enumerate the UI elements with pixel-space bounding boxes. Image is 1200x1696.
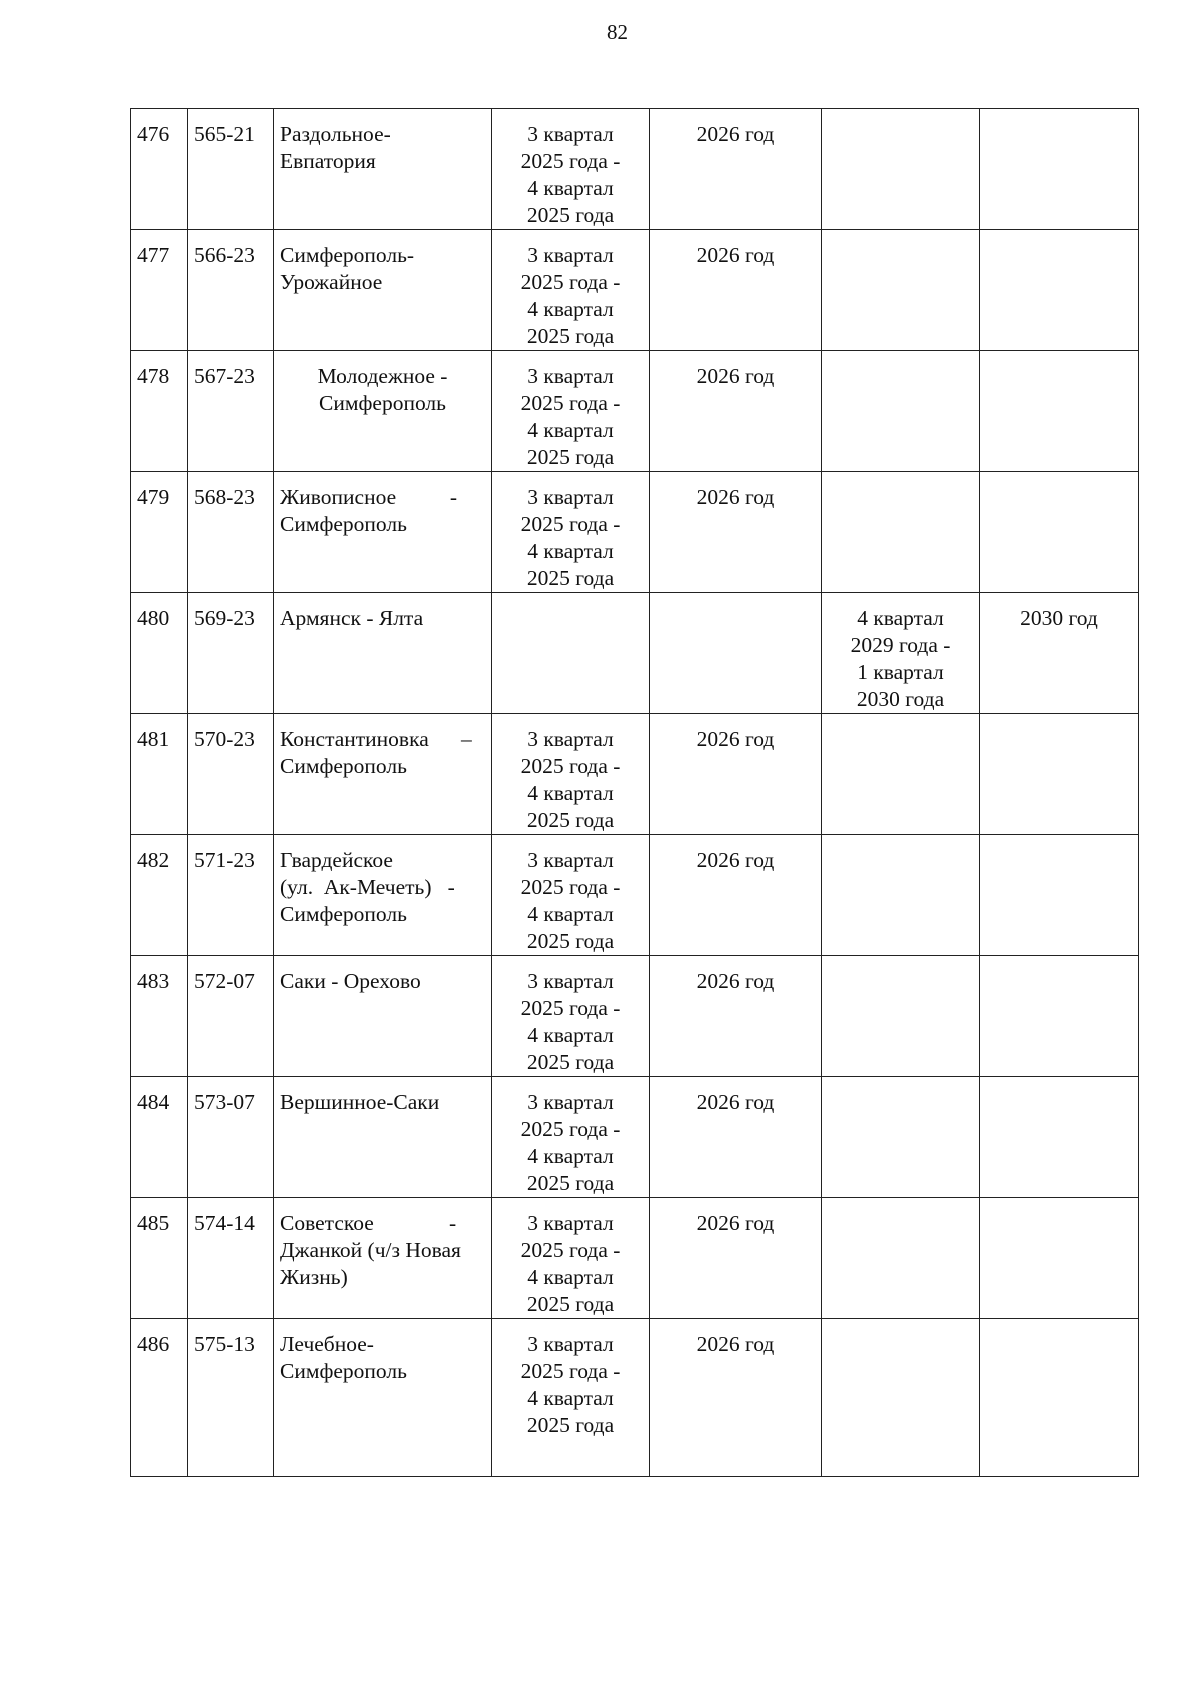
cell-text: 477 — [137, 243, 170, 267]
table-row — [131, 1198, 1139, 1319]
cell-line: 3 квартал — [527, 364, 614, 388]
row-number — [131, 1319, 188, 1477]
cell-line: 2025 года — [526, 1050, 615, 1074]
cell-line: 4 квартал — [857, 606, 944, 630]
cell-line: Лечебное- — [280, 1332, 374, 1356]
cell-text: 2026 год — [696, 1332, 775, 1356]
row-number — [131, 593, 188, 714]
period-start-2 — [822, 472, 980, 593]
route-name — [274, 593, 492, 714]
cell-text: 2026 год — [696, 122, 775, 146]
year-end — [650, 956, 822, 1077]
row-number — [131, 351, 188, 472]
year-end-2 — [980, 593, 1139, 714]
cell-text: 484 — [137, 1090, 170, 1114]
year-end-2 — [980, 835, 1139, 956]
year-end-2 — [980, 472, 1139, 593]
cell-line: Гвардейское — [280, 848, 393, 872]
cell-text: 2030 год — [1020, 606, 1098, 630]
cell-line: 2029 года - — [850, 633, 951, 657]
cell-line: Саки - Орехово — [280, 969, 421, 993]
cell-text: 2026 год — [696, 1211, 775, 1235]
route-name — [274, 1198, 492, 1319]
cell-line: Симферополь- — [280, 243, 415, 267]
cell-line: 2025 года - — [520, 875, 621, 899]
year-end-2 — [980, 351, 1139, 472]
table-row — [131, 1077, 1139, 1198]
cell-line: 2025 года — [526, 1413, 615, 1437]
cell-text: 480 — [137, 606, 170, 630]
year-end-2 — [980, 109, 1139, 230]
year-end-2 — [980, 714, 1139, 835]
cell-line: Урожайное — [280, 270, 383, 294]
year-end-2 — [980, 1077, 1139, 1198]
cell-text: 572-07 — [194, 969, 255, 993]
cell-text: 2026 год — [696, 485, 775, 509]
row-number — [131, 714, 188, 835]
cell-line: 4 квартал — [527, 418, 614, 442]
cell-text: 569-23 — [194, 606, 255, 630]
table-row — [131, 956, 1139, 1077]
cell-text: 566-23 — [194, 243, 255, 267]
route-code — [188, 472, 274, 593]
cell-text: 574-14 — [194, 1211, 255, 1235]
row-number — [131, 472, 188, 593]
cell-text: 570-23 — [194, 727, 255, 751]
period-start — [492, 1198, 650, 1319]
cell-line: 4 квартал — [527, 781, 614, 805]
period-start-2 — [822, 835, 980, 956]
cell-line: 2025 года - — [520, 996, 621, 1020]
year-end — [650, 351, 822, 472]
route-name — [274, 835, 492, 956]
cell-text: 486 — [137, 1332, 170, 1356]
route-code — [188, 1319, 274, 1477]
year-end-2 — [980, 956, 1139, 1077]
cell-line: 2025 года — [526, 203, 615, 227]
cell-line: Раздольное- — [280, 122, 391, 146]
cell-text: 485 — [137, 1211, 170, 1235]
year-end — [650, 835, 822, 956]
cell-line: 2025 года - — [520, 512, 621, 536]
cell-line: 1 квартал — [857, 660, 944, 684]
route-name — [274, 956, 492, 1077]
cell-line: 3 квартал — [527, 969, 614, 993]
period-start — [492, 593, 650, 714]
cell-line: 2025 года — [526, 1292, 615, 1316]
period-start — [492, 472, 650, 593]
cell-text: 565-21 — [194, 122, 255, 146]
table-row — [131, 593, 1139, 714]
cell-text: 483 — [137, 969, 170, 993]
table-row — [131, 1319, 1139, 1477]
cell-line: Евпатория — [280, 149, 376, 173]
year-end-2 — [980, 1319, 1139, 1477]
cell-line: 2025 года - — [520, 1359, 621, 1383]
period-start-2 — [822, 230, 980, 351]
period-start — [492, 1319, 650, 1477]
table-row — [131, 109, 1139, 230]
period-start-2 — [822, 593, 980, 714]
table-row — [131, 714, 1139, 835]
cell-line: 2025 года - — [520, 754, 621, 778]
route-name — [274, 109, 492, 230]
cell-line: Вершинное-Саки — [280, 1090, 440, 1114]
cell-line: Армянск - Ялта — [280, 606, 424, 630]
cell-text: 2026 год — [696, 243, 775, 267]
year-end — [650, 714, 822, 835]
row-number — [131, 835, 188, 956]
cell-text: 568-23 — [194, 485, 255, 509]
page-number: 82 — [607, 20, 628, 44]
cell-text: 482 — [137, 848, 170, 872]
period-start-2 — [822, 351, 980, 472]
cell-text: 476 — [137, 122, 170, 146]
row-number — [131, 230, 188, 351]
table-row — [131, 230, 1139, 351]
cell-line: 2025 года — [526, 445, 615, 469]
cell-line: 3 квартал — [527, 122, 614, 146]
cell-text: 2026 год — [696, 364, 775, 388]
cell-line: 3 квартал — [527, 848, 614, 872]
cell-line: 4 квартал — [527, 1386, 614, 1410]
period-start — [492, 835, 650, 956]
period-start-2 — [822, 714, 980, 835]
year-end-2 — [980, 230, 1139, 351]
cell-line: 2025 года — [526, 324, 615, 348]
period-start — [492, 1077, 650, 1198]
cell-line: Молодежное - — [317, 364, 448, 388]
cell-line: 2025 года - — [520, 391, 621, 415]
cell-line: Живописное - — [280, 485, 458, 509]
cell-line: 3 квартал — [527, 1211, 614, 1235]
schedule-table — [130, 108, 1139, 1477]
cell-text: 575-13 — [194, 1332, 255, 1356]
year-end — [650, 230, 822, 351]
cell-line: Жизнь) — [280, 1265, 348, 1289]
period-start — [492, 230, 650, 351]
cell-line: 3 квартал — [527, 1090, 614, 1114]
cell-line: 4 квартал — [527, 1265, 614, 1289]
cell-text: 573-07 — [194, 1090, 255, 1114]
cell-line: 3 квартал — [527, 243, 614, 267]
cell-line: 4 квартал — [527, 1023, 614, 1047]
cell-line: Симферополь — [280, 754, 407, 778]
cell-line: Симферополь — [280, 1359, 407, 1383]
cell-text: 567-23 — [194, 364, 255, 388]
cell-line: 2025 года — [526, 566, 615, 590]
cell-line: 3 квартал — [527, 485, 614, 509]
route-name — [274, 714, 492, 835]
route-code — [188, 835, 274, 956]
cell-line: 2025 года — [526, 808, 615, 832]
period-start — [492, 109, 650, 230]
route-code — [188, 1077, 274, 1198]
year-end — [650, 593, 822, 714]
table-row — [131, 472, 1139, 593]
period-start-2 — [822, 1319, 980, 1477]
route-code — [188, 230, 274, 351]
cell-line: 3 квартал — [527, 1332, 614, 1356]
row-number — [131, 1198, 188, 1319]
period-start — [492, 351, 650, 472]
year-end — [650, 109, 822, 230]
period-start — [492, 956, 650, 1077]
table-row — [131, 835, 1139, 956]
cell-line: Константиновка – — [280, 727, 472, 751]
route-name — [274, 351, 492, 472]
route-name — [274, 1077, 492, 1198]
cell-line: Симферополь — [280, 512, 407, 536]
route-code — [188, 956, 274, 1077]
table-body — [131, 109, 1139, 1477]
route-code — [188, 1198, 274, 1319]
cell-line: Симферополь — [319, 391, 446, 415]
row-number — [131, 109, 188, 230]
route-code — [188, 593, 274, 714]
cell-line: 4 квартал — [527, 1144, 614, 1168]
cell-text: 2026 год — [696, 727, 775, 751]
table-row — [131, 351, 1139, 472]
cell-line: 2025 года — [526, 1171, 615, 1195]
cell-line: 2030 года — [856, 687, 945, 711]
cell-line: 4 квартал — [527, 902, 614, 926]
period-start-2 — [822, 1198, 980, 1319]
year-end — [650, 472, 822, 593]
period-start — [492, 714, 650, 835]
route-name — [274, 230, 492, 351]
cell-line: 3 квартал — [527, 727, 614, 751]
period-start-2 — [822, 109, 980, 230]
cell-line: 2025 года - — [520, 1117, 621, 1141]
cell-line: 2025 года - — [520, 149, 621, 173]
period-start-2 — [822, 1077, 980, 1198]
cell-line: 2025 года — [526, 929, 615, 953]
cell-line: Джанкой (ч/з Новая — [280, 1238, 461, 1262]
cell-line: (ул. Ак-Мечеть) - — [280, 875, 455, 899]
cell-text: 2026 год — [696, 848, 775, 872]
cell-text: 2026 год — [696, 969, 775, 993]
route-code — [188, 714, 274, 835]
year-end — [650, 1198, 822, 1319]
cell-text: 571-23 — [194, 848, 255, 872]
route-code — [188, 109, 274, 230]
route-name — [274, 1319, 492, 1477]
year-end — [650, 1319, 822, 1477]
cell-line: 4 квартал — [527, 297, 614, 321]
cell-line: 4 квартал — [527, 176, 614, 200]
cell-text: 478 — [137, 364, 170, 388]
period-start-2 — [822, 956, 980, 1077]
route-code — [188, 351, 274, 472]
year-end — [650, 1077, 822, 1198]
cell-line: Советское - — [280, 1211, 457, 1235]
cell-line: 2025 года - — [520, 1238, 621, 1262]
route-name — [274, 472, 492, 593]
cell-text: 2026 год — [696, 1090, 775, 1114]
row-number — [131, 1077, 188, 1198]
cell-line: 2025 года - — [520, 270, 621, 294]
cell-line: 4 квартал — [527, 539, 614, 563]
cell-text: 479 — [137, 485, 170, 509]
cell-line: Симферополь — [280, 902, 407, 926]
cell-text: 481 — [137, 727, 170, 751]
year-end-2 — [980, 1198, 1139, 1319]
row-number — [131, 956, 188, 1077]
